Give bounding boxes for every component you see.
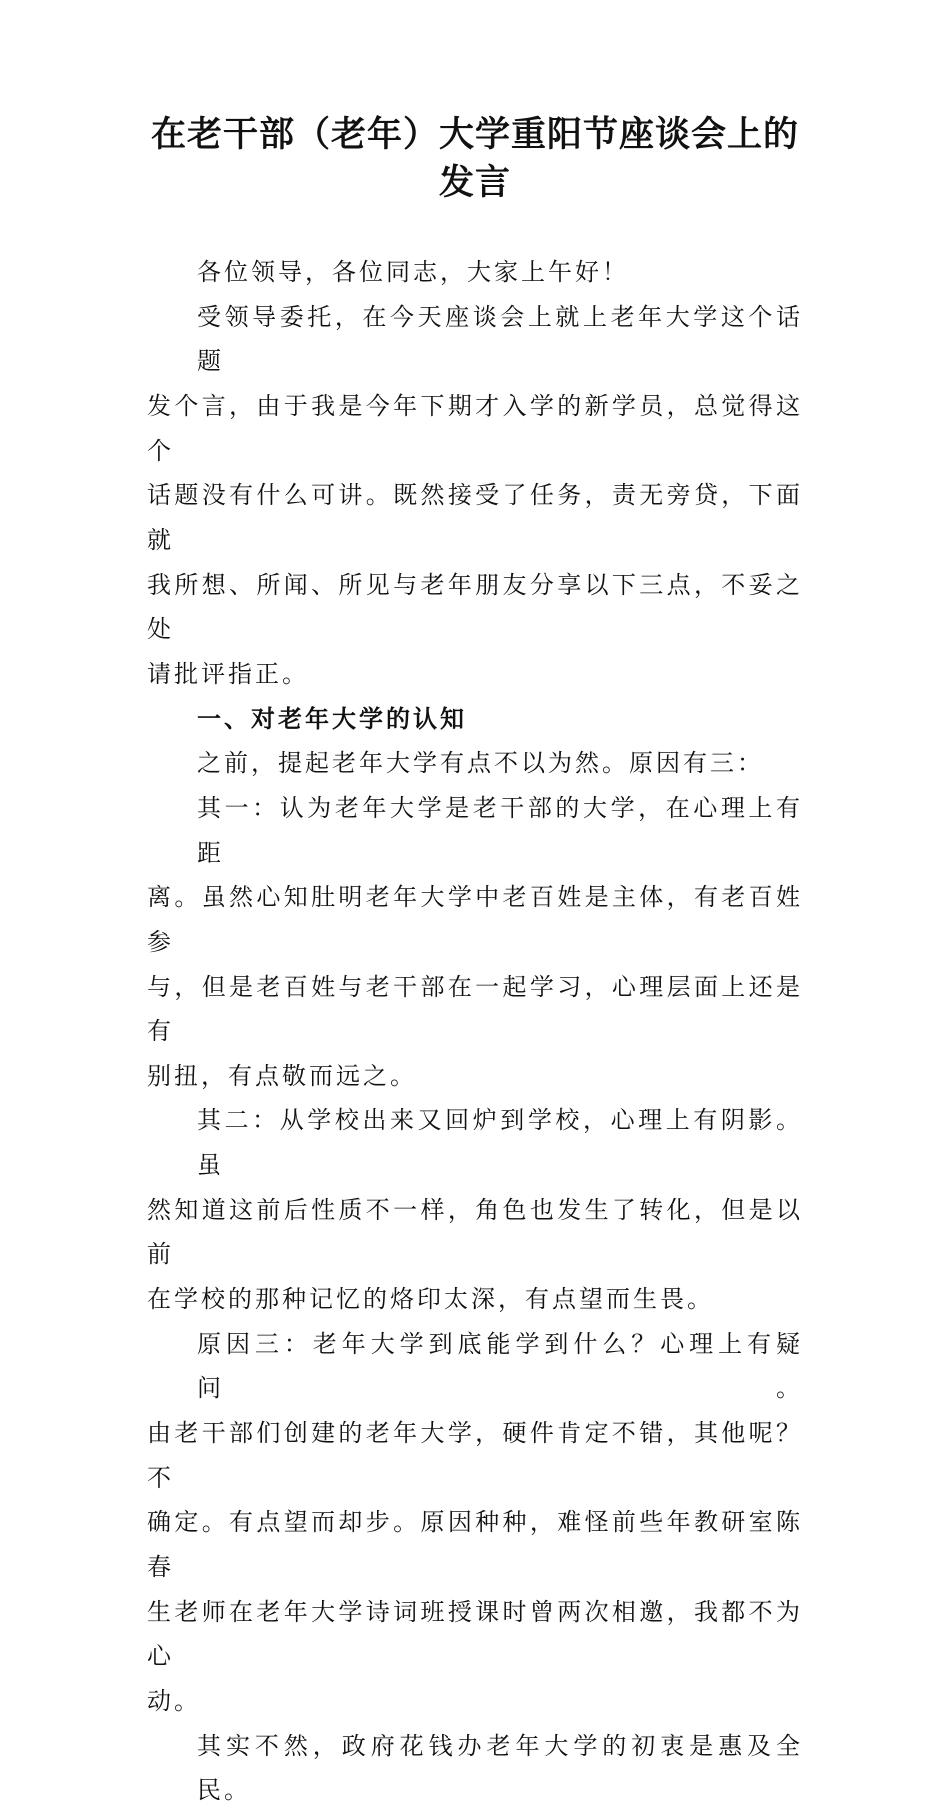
text-line: 我所想、所闻、所见与老年朋友分享以下三点，不妥之处 (147, 570, 803, 644)
paragraph (147, 250, 803, 295)
text-line: 确定。有点望而却步。原因种种，难怪前些年教研室陈春 (147, 1508, 803, 1582)
text-line: 各位领导，各位同志，大家上午好！ (197, 258, 629, 286)
paragraph (147, 1098, 803, 1321)
text-line: 由老干部们创建的老年大学，硬件肯定不错，其他呢？不 (147, 1419, 803, 1492)
text-line: 生老师在老年大学诗词班授课时曾两次相邀，我都不为心 (147, 1597, 803, 1671)
text-line: 动。 (147, 1687, 201, 1715)
section-heading (147, 697, 803, 742)
document-title (100, 111, 850, 207)
paragraph (147, 786, 803, 1099)
document-body (147, 250, 803, 1813)
text-line: 离。虽然心知肚明老年大学中老百姓是主体，有老百姓参 (147, 883, 803, 956)
text-line: 其二：从学校出来又回炉到学校，心理上有阴影。虽 (197, 1106, 803, 1180)
text-line: 其实不然，政府花钱办老年大学的初衷是惠及全民。 (197, 1731, 803, 1805)
text-line: 在学校的那种记忆的烙印太深，有点望而生畏。 (147, 1285, 714, 1314)
text-line: 一、对老年大学的认知 (197, 704, 467, 733)
text-line: 别扭，有点敬而远之。 (147, 1061, 417, 1090)
text-line: 请批评指正。 (147, 659, 309, 688)
title-line: 在老干部（老年）大学重阳节座谈会上的 (150, 114, 799, 155)
paragraph (147, 1724, 803, 1813)
text-line: 然知道这前后性质不一样，角色也发生了转化，但是以前 (147, 1195, 803, 1269)
text-line: 之前，提起老年大学有点不以为然。原因有三： (197, 749, 764, 778)
paragraph (147, 1322, 803, 1724)
text-line: 其一：认为老年大学是老干部的大学，在心理上有距 (197, 793, 803, 867)
text-line: 受领导委托，在今天座谈会上就上老年大学这个话题 (197, 302, 803, 376)
text-line: 与，但是老百姓与老干部在一起学习，心理层面上还是有 (147, 972, 803, 1046)
paragraph (147, 295, 803, 697)
text-line: 原因三：老年大学到底能学到什么？心理上有疑问。 (197, 1329, 803, 1403)
title-line: 发言 (438, 162, 511, 203)
text-line: 发个言，由于我是今年下期才入学的新学员，总觉得这个 (147, 391, 803, 465)
paragraph (147, 741, 803, 786)
text-line: 话题没有什么可讲。既然接受了任务，责无旁贷，下面就 (147, 481, 803, 554)
